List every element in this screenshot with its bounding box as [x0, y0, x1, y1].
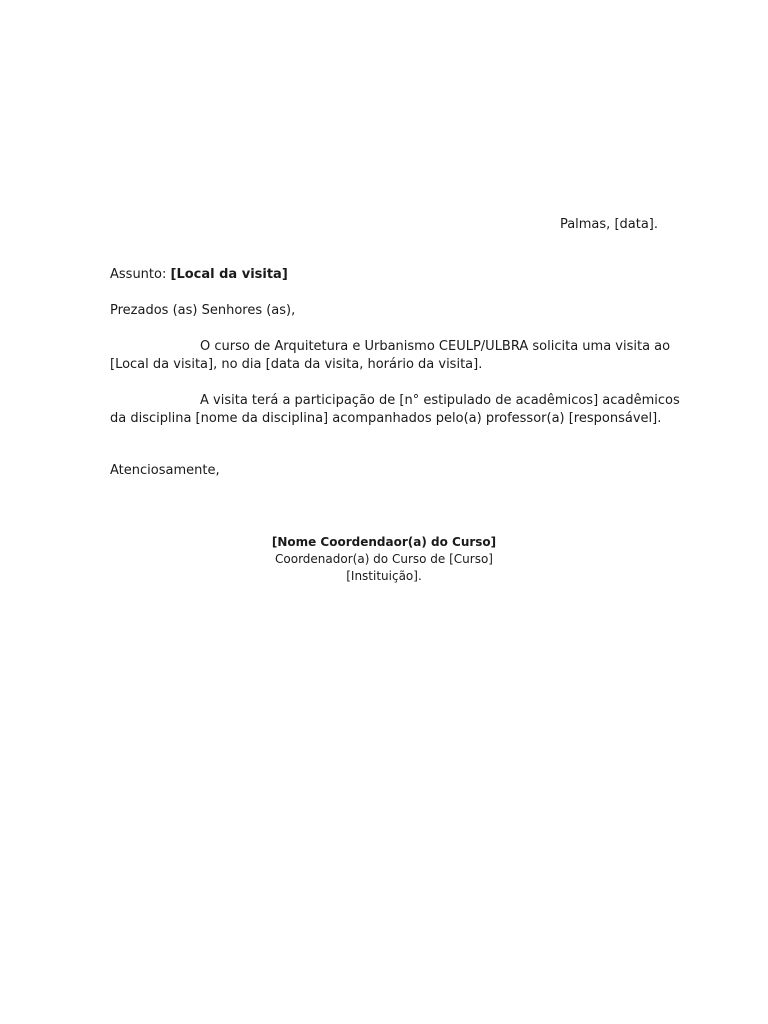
paragraph-line: A visita terá a participação de [n° estipulado de acadêmicos] acadêmicos: [200, 393, 680, 408]
salutation: Prezados (as) Senhores (as),: [110, 303, 296, 318]
body-paragraph-request: [110, 338, 671, 374]
date-line: Palmas, [data].: [559, 217, 658, 232]
signature-role: Coordenador(a) do Curso de [Curso]: [275, 552, 493, 566]
paragraph-line: O curso de Arquitetura e Urbanismo CEULP/ULBRA solicita uma visita ao: [200, 339, 671, 354]
body-paragraph-participation: [110, 392, 680, 428]
subject-value: [Local da visita]: [170, 267, 288, 282]
subject-line: [110, 266, 288, 284]
subject-label: Assunto:: [110, 267, 167, 282]
signature-institution: [Instituição].: [346, 569, 422, 583]
paragraph-line: [Local da visita], no dia [data da visita, horário da visita].: [110, 357, 483, 372]
paragraph-line: da disciplina [nome da disciplina] acompanhados pelo(a) professor(a) [responsável].: [110, 411, 662, 426]
closing: Atenciosamente,: [110, 463, 220, 478]
signature-name: [Nome Coordendaor(a) do Curso]: [271, 535, 497, 549]
signature-block: [0, 534, 768, 585]
